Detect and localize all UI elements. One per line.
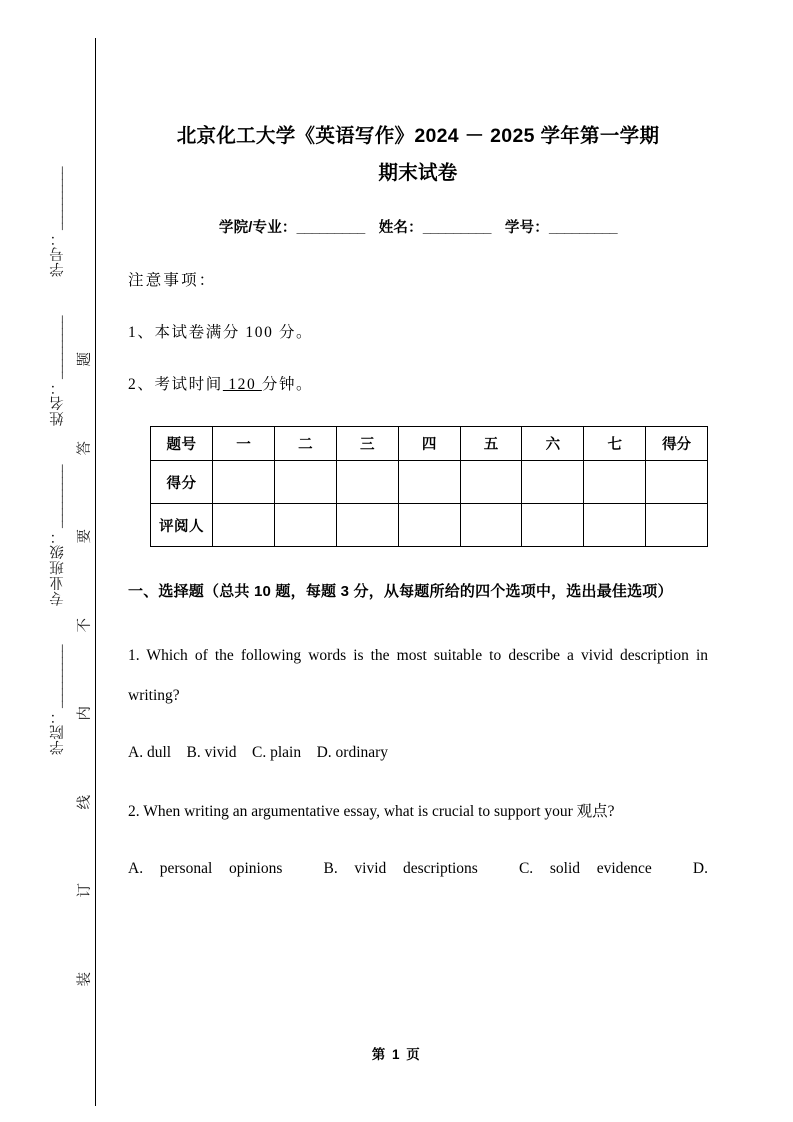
binding-note-char: 要 — [76, 529, 93, 544]
college-major-blank[interactable]: _________ — [296, 220, 365, 236]
score-cell[interactable] — [460, 461, 522, 504]
table-header-label: 题号 — [151, 427, 213, 461]
binding-note-char: 订 — [76, 883, 93, 898]
sidebar-field-student-id — [47, 168, 68, 277]
binding-note-char: 题 — [76, 352, 93, 367]
college-major-label: 学院/专业： — [218, 220, 297, 236]
table-header-cell: 三 — [336, 427, 398, 461]
exam-duration-prefix: 2、考试时间 — [128, 376, 223, 393]
grader-cell[interactable] — [274, 504, 336, 547]
sidebar-field-class-label: 专业班级： — [49, 528, 66, 606]
table-row-grader — [151, 504, 708, 547]
table-row-label-score: 得分 — [151, 461, 213, 504]
table-header-cell: 得分 — [646, 427, 708, 461]
sidebar-field-class-blank: __________ — [48, 466, 65, 529]
grader-cell[interactable] — [584, 504, 646, 547]
student-id-blank[interactable]: _________ — [549, 220, 618, 236]
sidebar-field-college-blank: __________ — [48, 646, 65, 709]
page-title-line2: 期末试卷 — [378, 162, 458, 184]
score-table — [150, 426, 708, 547]
notice-item-1: 1、本试卷满分 100 分。 — [128, 324, 314, 341]
notice-item-2 — [128, 342, 708, 394]
binding-note-char: 内 — [76, 706, 93, 721]
table-header-cell: 二 — [274, 427, 336, 461]
grader-cell[interactable] — [460, 504, 522, 547]
question-1-options: A. dull B. vivid C. plain D. ordinary — [128, 744, 389, 761]
question-2-stem: 2. When writing an argumentative essay, what is crucial to support your 观点? — [128, 803, 615, 820]
section-heading-1: 一、选择题（总共 10 题，每题 3 分，从每题所给的四个选项中，选出最佳选项） — [128, 583, 673, 600]
question-1-stem: 1. Which of the following words is the most suitable to describe a vivid description in writing? — [128, 647, 708, 704]
grader-cell[interactable] — [213, 504, 275, 547]
page-title-line1: 北京化工大学《英语写作》2024 － 2025 学年第一学期 — [176, 125, 660, 147]
sidebar-field-college-label: 学院： — [49, 708, 66, 755]
sidebar-binding-note — [72, 352, 98, 1060]
sidebar-field-student-id-blank: __________ — [48, 168, 65, 231]
notice-heading: 注意事项： — [128, 272, 217, 289]
binding-note-char: 装 — [76, 971, 93, 986]
page-footer: 第 1 页 — [371, 1047, 422, 1062]
table-row-label-grader: 评阅人 — [151, 504, 213, 547]
table-header-cell: 五 — [460, 427, 522, 461]
binding-note-char: 不 — [76, 617, 93, 632]
table-header-cell: 一 — [213, 427, 275, 461]
exam-duration-value: 120 — [222, 376, 262, 393]
score-cell[interactable] — [274, 461, 336, 504]
score-table-container — [128, 394, 708, 547]
grader-cell[interactable] — [522, 504, 584, 547]
grader-cell[interactable] — [646, 504, 708, 547]
grader-cell[interactable] — [398, 504, 460, 547]
page-title — [128, 0, 708, 192]
grader-cell[interactable] — [336, 504, 398, 547]
score-cell[interactable] — [213, 461, 275, 504]
student-id-label: 学号： — [504, 220, 550, 236]
table-header-cell: 六 — [522, 427, 584, 461]
name-label: 姓名： — [378, 220, 423, 236]
sidebar-field-name-blank: __________ — [48, 317, 65, 380]
table-row-question-numbers — [151, 427, 708, 461]
score-cell[interactable] — [336, 461, 398, 504]
sidebar-field-name — [47, 317, 68, 426]
score-cell[interactable] — [398, 461, 460, 504]
score-cell[interactable] — [646, 461, 708, 504]
student-info-line — [128, 192, 708, 237]
sidebar-field-college — [47, 646, 68, 755]
exam-duration-suffix: 分钟。 — [261, 376, 314, 393]
score-cell[interactable] — [522, 461, 584, 504]
sidebar-field-name-label: 姓名： — [49, 379, 66, 426]
binding-note-char: 答 — [76, 440, 93, 455]
table-header-cell: 七 — [584, 427, 646, 461]
sidebar-field-student-id-label: 学号： — [49, 230, 66, 277]
table-header-cell: 四 — [398, 427, 460, 461]
name-blank[interactable]: _________ — [422, 220, 491, 236]
table-row-score — [151, 461, 708, 504]
binding-note-char: 线 — [76, 794, 93, 809]
sidebar-field-class — [47, 466, 68, 606]
question-2-options: A. personal opinions B. vivid descriptions C. solid evidence D. — [128, 860, 708, 877]
exam-content — [128, 0, 708, 1122]
score-cell[interactable] — [584, 461, 646, 504]
